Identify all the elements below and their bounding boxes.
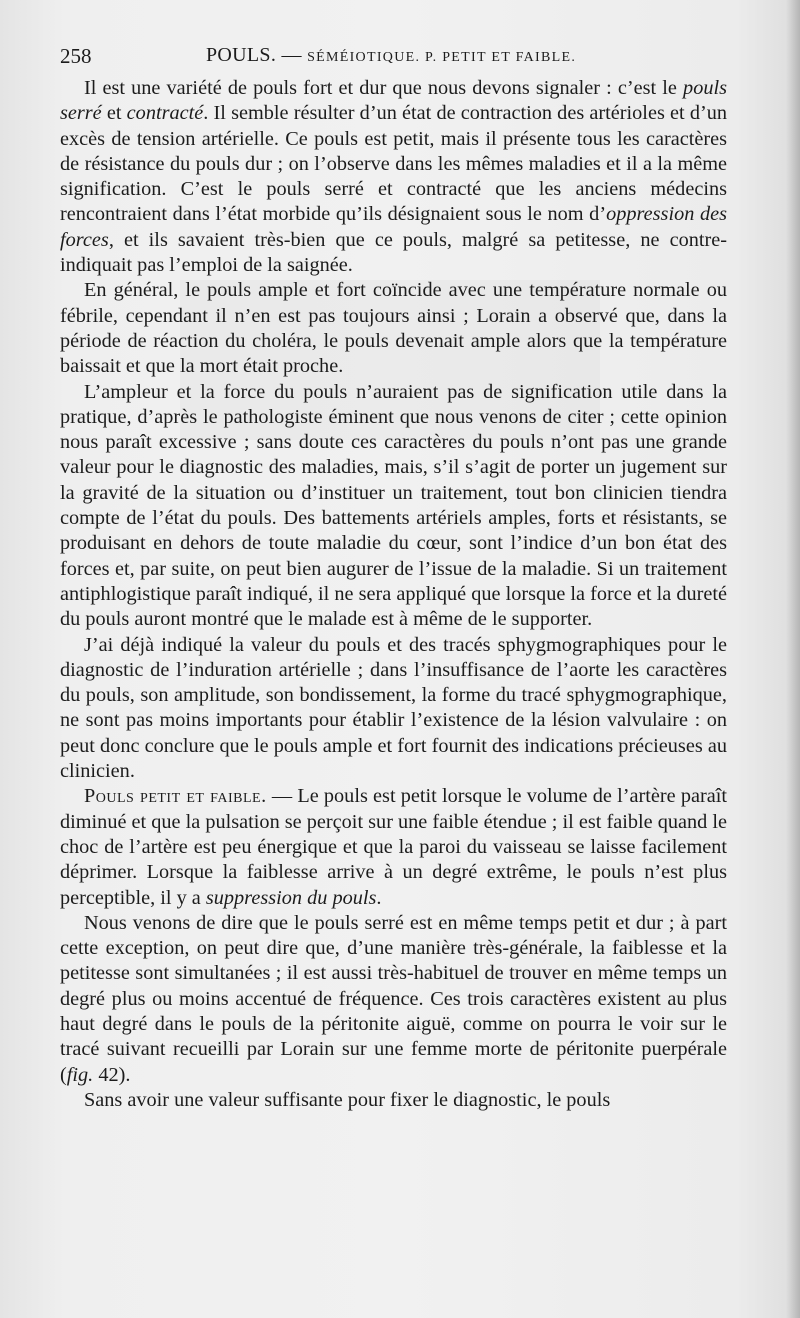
paragraph [60,76,727,278]
text-run: , et ils savaient très-bien que ce pouls, malgré sa petitesse, ne contre-indiquait pas l’emploi de la saignée. [60,228,727,277]
emphasis-text: suppression du pouls [205,886,377,909]
text-run: — Le pouls est petit lorsque le volume de l’artère paraît diminué et que la pulsation se perçoit sur une faible étendue ; il est faible quand le choc de l’artère est peu énergique et que la paroi du vaisseau se laisse facilement déprimer. Lorsque la faiblesse arrive à un degré extrême, le pouls n’est plus perceptible, il y a [60,785,727,909]
running-title [206,44,576,67]
paragraph [60,633,727,785]
text-run: En général, le pouls ample et fort coïncide avec une température normale ou fébrile, cependant il n’en est pas toujours ainsi ; Lorain a observé que, dans la période de réaction du choléra, le pouls devenait ample alors que la température baissait et que la mort était proche. [60,279,727,378]
paragraph [60,784,727,910]
text-run: Sans avoir une valeur suffisante pour fixer le diagnostic, le pouls [84,1088,611,1111]
text-run: . [376,886,382,909]
paragraph [60,1088,727,1113]
emphasis-text: fig. [66,1063,94,1086]
text-run: . Il semble résulter d’un état de contraction des artérioles et d’un excès de tension artérielle. Ce pouls est petit, mais il présente tous les caractères de résistance du pouls dur ; on l’observe dans les mêmes maladies et il a la même signification. C’est le pouls serré et contracté que les anciens médecins rencontraient dans l’état morbide qu’ils désignaient sous le nom d’ [60,102,727,226]
text-run: 42). [93,1063,131,1086]
paragraph [60,911,727,1088]
paragraph [60,278,727,379]
text-run: J’ai déjà indiqué la valeur du pouls et des tracés sphygmographiques pour le diagnostic de l’induration artérielle ; dans l’insuffisance de l’aorte les caractères du pouls, son amplitude, son bondissement, la forme du tracé sphygmographique, ne sont pas moins importants pour établir l’existence de la lésion valvulaire : on peut donc conclure que le pouls ample et fort fournit des indications précieuses au clinicien. [60,633,727,783]
running-title-section: SÉMÉIOTIQUE. P. PETIT ET FAIBLE. [307,50,577,65]
page-edge-shadow [786,0,800,1318]
text-run: Il est une variété de pouls fort et dur que nous devons signaler : c’est le [84,77,684,99]
emphasis-text: oppression des forces [60,203,727,251]
emphasis-text: contracté [126,102,204,125]
text-run: et [101,102,127,125]
paragraph [60,380,727,633]
page-number: 258 [60,44,92,68]
body-text [60,76,727,1113]
section-heading: Pouls petit et faible. [84,785,267,808]
text-run: Nous venons de dire que le pouls serré est en même temps petit et dur ; à part cette exception, on peut dire que, d’une manière très-générale, la faiblesse et la petitesse sont simultanées ; il est aussi très-habituel de trouver en même temps un degré plus ou moins accentué de fréquence. Ces trois caractères existent au plus haut degré dans le pouls de la péritonite aiguë, comme on pourra le voir sur le tracé suivant recueilli par Lorain sur une femme morte de péritonite puerpérale ( [60,911,727,1086]
running-head [56,40,746,70]
running-title-main: POULS. — [206,44,302,66]
text-run: L’ampleur et la force du pouls n’auraient pas de signification utile dans la pratique, d’après le pathologiste éminent que nous venons de citer ; cette opinion nous paraît excessive ; sans doute ces caractères du pouls n’ont pas une grande valeur pour le diagnostic des maladies, mais, s’il s’agit de porter un jugement sur la gravité de la situation ou d’instituer un traitement, tout bon clinicien tiendra compte de l’état du pouls. Des battements artériels amples, forts et résistants, se produisant en dehors de toute maladie du cœur, sont l’indice d’un bon état des forces et, par suite, on peut bien augurer de l’issue de la maladie. Si un traitement antiphlogistique paraît indiqué, il ne sera appliqué que lorsque la force et la dureté du pouls auront montré que le malade est à même de le supporter. [60,380,727,631]
emphasis-text: pouls serré [60,77,727,125]
